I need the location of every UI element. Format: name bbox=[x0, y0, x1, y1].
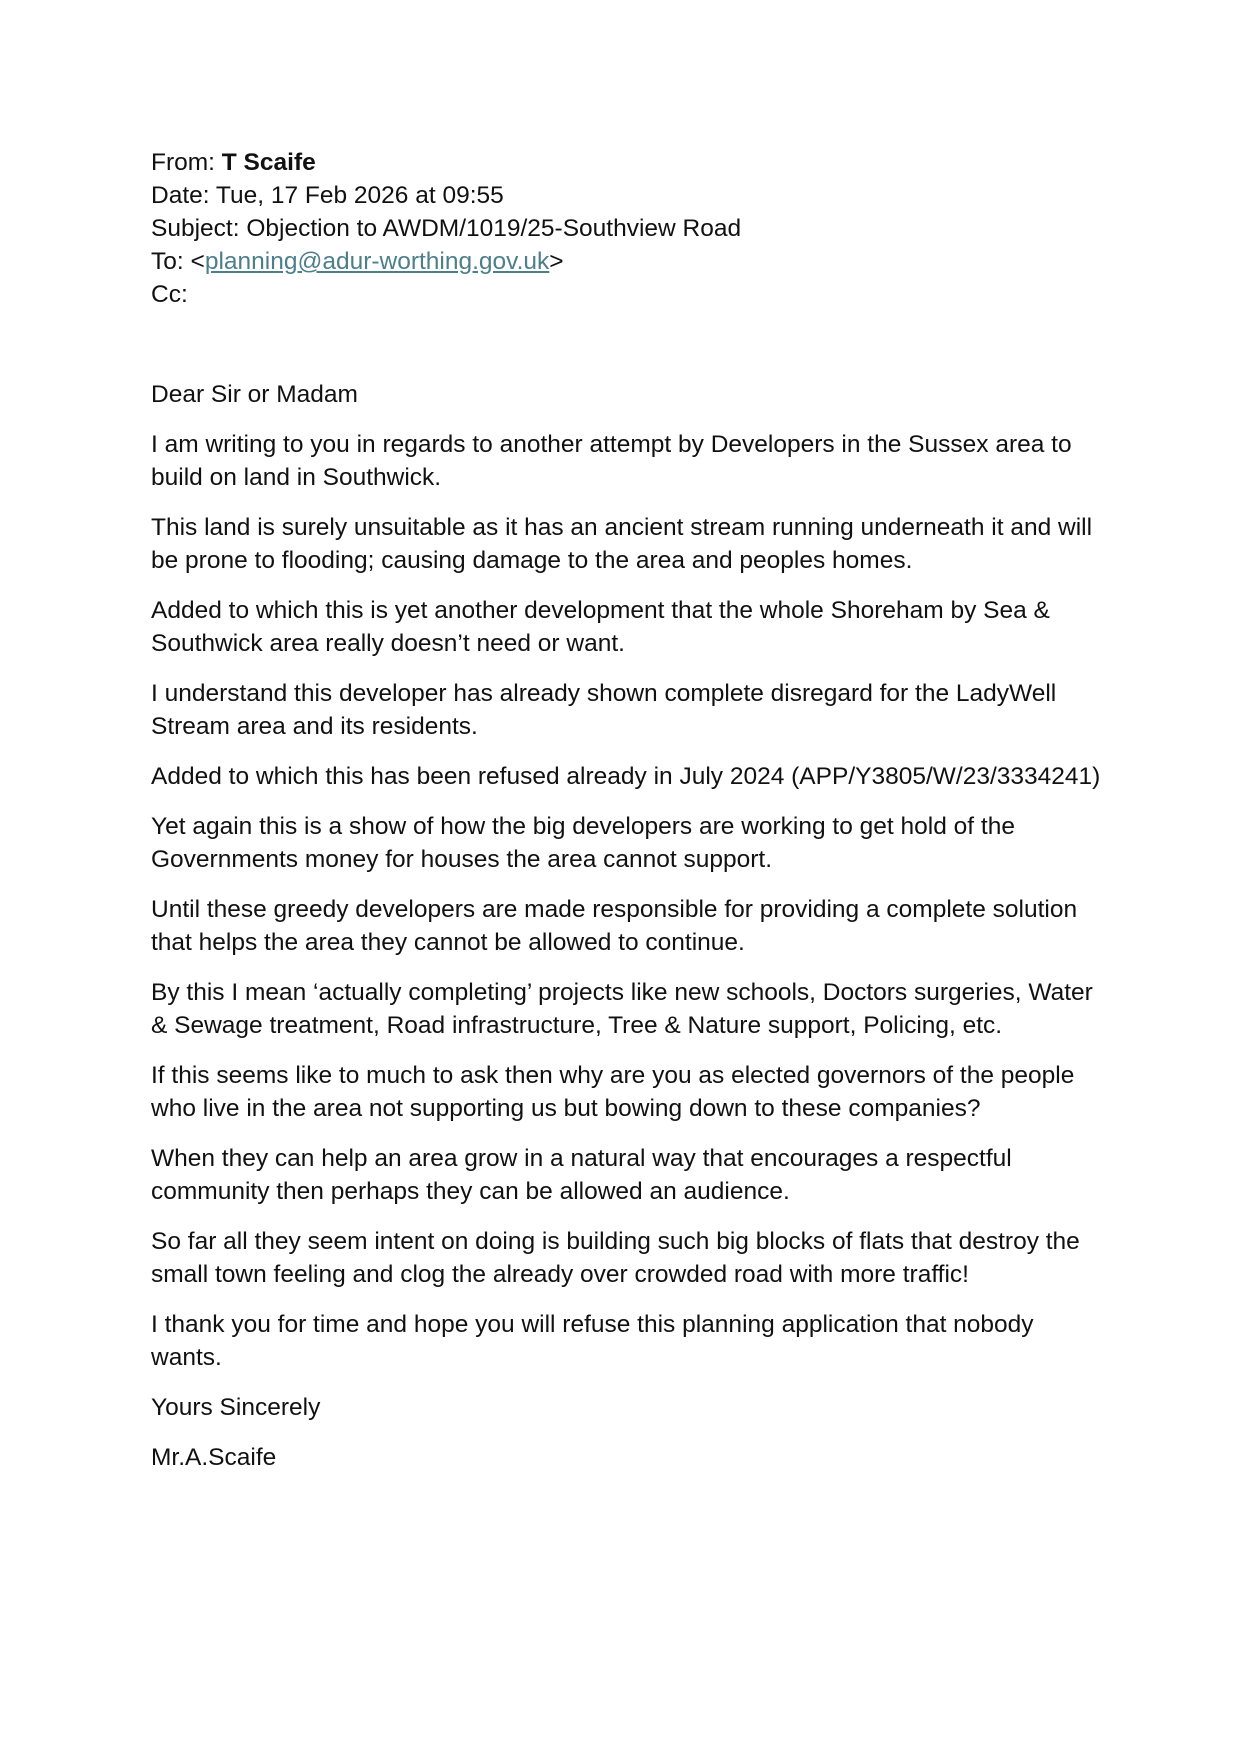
paragraph: I am writing to you in regards to another attempt by Developers in the Sussex area to build on land in Southwick. bbox=[151, 431, 1072, 491]
letter-body bbox=[151, 378, 1111, 1474]
to-label: To: < bbox=[151, 248, 205, 275]
date-line: Date: Tue, 17 Feb 2026 at 09:55 bbox=[151, 182, 504, 209]
to-line bbox=[151, 245, 1111, 278]
recipient-email-link[interactable]: planning@adur-worthing.gov.uk bbox=[204, 248, 550, 275]
to-close-bracket: > bbox=[549, 248, 564, 275]
signature: Mr.A.Scaife bbox=[151, 1444, 277, 1471]
paragraph: If this seems like to much to ask then why are you as elected governors of the people who live in the area not supporting us but bowing down to these companies? bbox=[151, 1062, 1075, 1122]
subject-line: Subject: Objection to AWDM/1019/25-Southview Road bbox=[151, 215, 742, 242]
paragraph: Added to which this is yet another development that the whole Shoreham by Sea & Southwick area really doesn’t need or want. bbox=[151, 597, 1050, 657]
sender-name: T Scaife bbox=[221, 149, 316, 176]
paragraph: Added to which this has been refused already in July 2024 (APP/Y3805/W/23/3334241) bbox=[151, 763, 1101, 790]
salutation: Dear Sir or Madam bbox=[151, 381, 358, 408]
closing: Yours Sincerely bbox=[151, 1394, 321, 1421]
paragraph: Until these greedy developers are made responsible for providing a complete solution that helps the area they cannot be allowed to continue. bbox=[151, 896, 1078, 956]
paragraph: I thank you for time and hope you will refuse this planning application that nobody wants. bbox=[151, 1311, 1034, 1371]
paragraph: By this I mean ‘actually completing’ projects like new schools, Doctors surgeries, Water & Sewage treatment, Road infrastructure, Tree & Nature support, Policing, etc. bbox=[151, 979, 1093, 1039]
email-header bbox=[151, 146, 1111, 311]
paragraph: When they can help an area grow in a natural way that encourages a respectful community then perhaps they can be allowed an audience. bbox=[151, 1145, 1012, 1205]
paragraph: I understand this developer has already shown complete disregard for the LadyWell Stream area and its residents. bbox=[151, 680, 1057, 740]
from-label: From: bbox=[151, 149, 222, 176]
paragraph: This land is surely unsuitable as it has an ancient stream running underneath it and will be prone to flooding; causing damage to the area and peoples homes. bbox=[151, 514, 1093, 574]
paragraph: Yet again this is a show of how the big developers are working to get hold of the Governments money for houses the area cannot support. bbox=[151, 813, 1015, 873]
from-line bbox=[151, 146, 1111, 179]
paragraph: So far all they seem intent on doing is building such big blocks of flats that destroy the small town feeling and clog the already over crowded road with more traffic! bbox=[151, 1228, 1080, 1288]
cc-line: Cc: bbox=[151, 281, 188, 308]
email-document bbox=[151, 146, 1111, 1491]
